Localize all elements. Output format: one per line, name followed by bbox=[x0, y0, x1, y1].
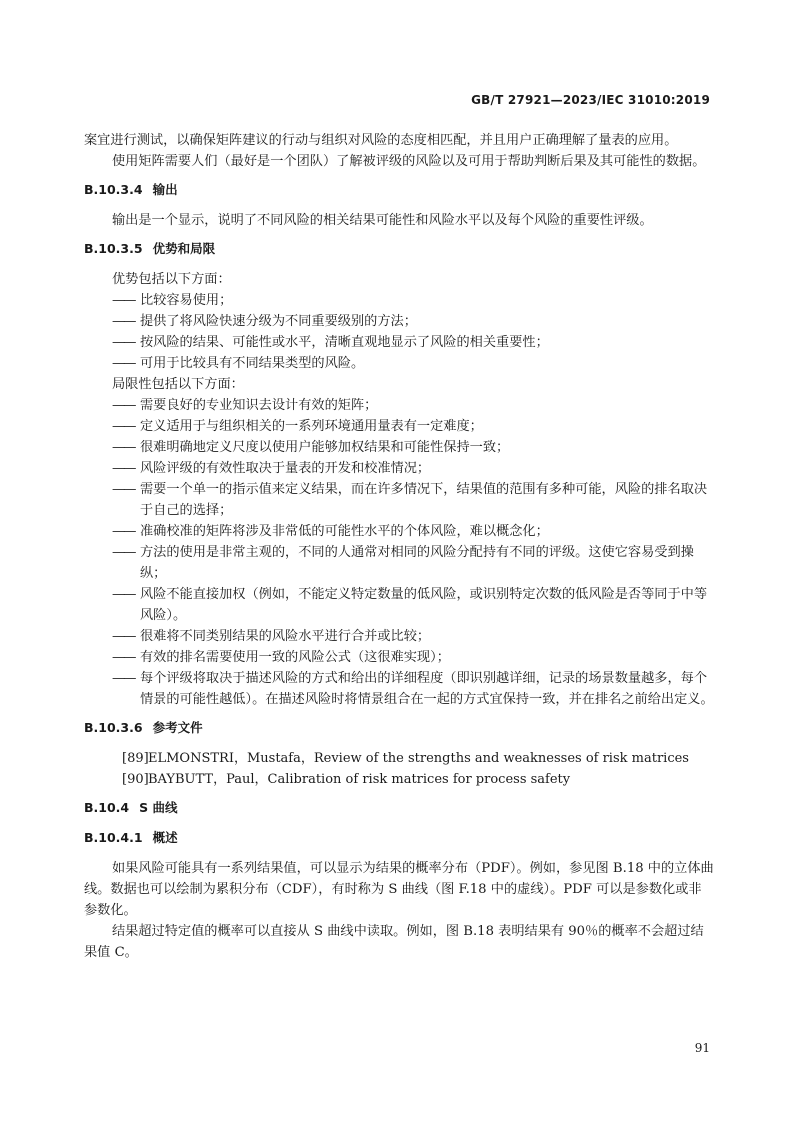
section-title: 优势和局限 bbox=[152, 241, 216, 256]
section-title: 参考文件 bbox=[152, 720, 203, 735]
limits-intro: 局限性包括以下方面： bbox=[112, 377, 244, 392]
list-item: —— 准确校准的矩阵将涉及非常低的可能性水平的个体风险，难以概念化； bbox=[112, 524, 549, 539]
page-content bbox=[84, 130, 714, 963]
list-item: —— 按风险的结果、可能性或水平，清晰直观地显示了风险的相关重要性； bbox=[112, 335, 549, 350]
list-item: —— 风险评级的有效性取决于量表的开发和校准情况； bbox=[112, 461, 431, 476]
section-heading-b10-3-5 bbox=[84, 239, 714, 259]
list-item: —— 可用于比较具有不同结果类型的风险。 bbox=[112, 356, 365, 371]
list-item: —— 比较容易使用； bbox=[112, 293, 233, 308]
section-number: B.10.4.1 bbox=[84, 830, 143, 845]
reference-item: [89] ELMONSTRI，Mustafa，Review of the strengths and weaknesses of risk matrices bbox=[122, 751, 689, 766]
list-item: —— 风险不能直接加权（例如，不能定义特定数量的低风险，或识别特定次数的低风险是否等同于中等风险）。 bbox=[112, 587, 708, 623]
reference-item: [90] BAYBUTT，Paul，Calibration of risk matrices for process safety bbox=[122, 772, 571, 787]
intro-paragraph-1: 案宜进行测试，以确保矩阵建议的行动与组织对风险的态度相匹配，并且用户正确理解了量表的应用。 bbox=[84, 133, 678, 148]
list-item: —— 方法的使用是非常主观的，不同的人通常对相同的风险分配持有不同的评级。这使它容易受到操纵； bbox=[112, 545, 694, 581]
section-title: 概述 bbox=[152, 830, 178, 845]
list-item: —— 每个评级将取决于描述风险的方式和给出的详细程度（即识别越详细，记录的场景数量越多，每个情景的可能性越低）。在描述风险时将情景组合在一起的方式宜保持一致，并在排名之前给出定义。 bbox=[112, 671, 714, 707]
section-number: B.10.4 bbox=[84, 800, 130, 815]
section-title: S 曲线 bbox=[139, 800, 178, 815]
section-number: B.10.3.5 bbox=[84, 241, 143, 256]
section-number: B.10.3.6 bbox=[84, 720, 143, 735]
overview-paragraph-2: 结果超过特定值的概率可以直接从 S 曲线中读取。例如，图 B.18 表明结果有 90％的概率不会超过结果值 C。 bbox=[84, 924, 704, 960]
list-item: —— 提供了将风险快速分级为不同重要级别的方法； bbox=[112, 314, 417, 329]
list-item: —— 需要良好的专业知识去设计有效的矩阵； bbox=[112, 398, 378, 413]
section-title: 输出 bbox=[152, 182, 178, 197]
document-header: GB/T 27921—2023/IEC 31010:2019 bbox=[471, 93, 710, 107]
overview-paragraph-1: 如果风险可能具有一系列结果值，可以显示为结果的概率分布（PDF）。例如，参见图 B.18 中的立体曲线。数据也可以绘制为累积分布（CDF），有时称为 S 曲线（图 F.18 中的虚线）。PDF 可以是参数化或非参数化。 bbox=[84, 861, 714, 918]
intro-paragraph-2: 使用矩阵需要人们（最好是一个团队）了解被评级的风险以及可用于帮助判断后果及其可能性的数据。 bbox=[112, 154, 706, 169]
page-number: 91 bbox=[694, 1041, 710, 1055]
list-item: —— 需要一个单一的指示值来定义结果，而在许多情况下，结果值的范围有多种可能，风险的排名取决于自己的选择； bbox=[112, 482, 708, 518]
output-paragraph: 输出是一个显示，说明了不同风险的相关结果可能性和风险水平以及每个风险的重要性评级。 bbox=[112, 213, 653, 228]
list-item: —— 定义适用于与组织相关的一系列环境通用量表有一定难度； bbox=[112, 419, 483, 434]
section-heading-b10-3-4 bbox=[84, 180, 714, 200]
section-heading-b10-4 bbox=[84, 798, 714, 818]
section-number: B.10.3.4 bbox=[84, 182, 143, 197]
list-item: —— 很难明确地定义尺度以使用户能够加权结果和可能性保持一致； bbox=[112, 440, 510, 455]
list-item: —— 有效的排名需要使用一致的风险公式（这很难实现）； bbox=[112, 650, 450, 665]
section-heading-b10-4-1 bbox=[84, 828, 714, 848]
list-item: —— 很难将不同类别结果的风险水平进行合并或比较； bbox=[112, 629, 431, 644]
section-heading-b10-3-6 bbox=[84, 718, 714, 738]
strengths-intro: 优势包括以下方面： bbox=[112, 272, 231, 287]
